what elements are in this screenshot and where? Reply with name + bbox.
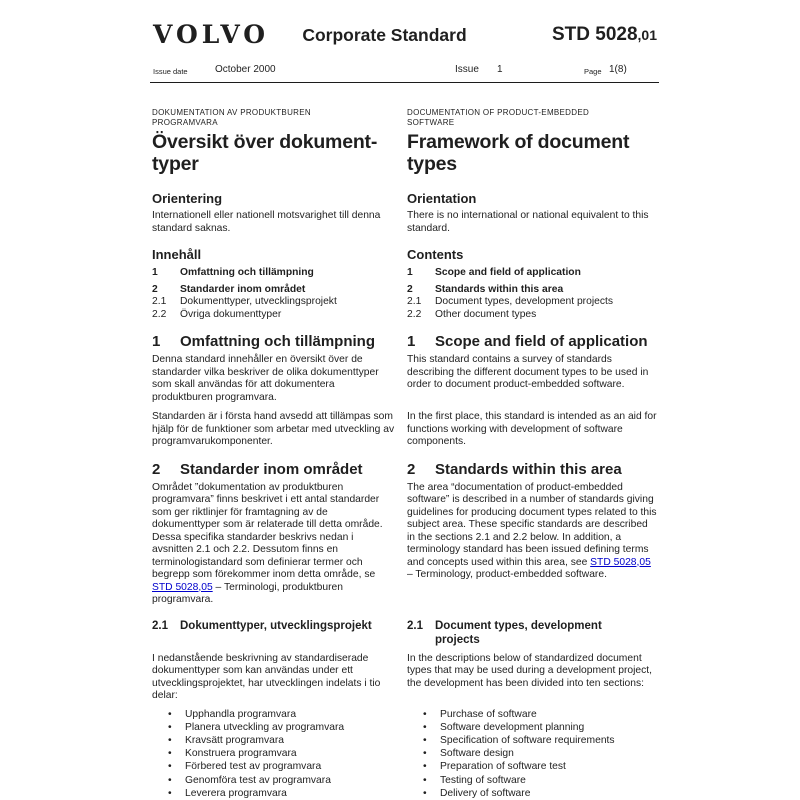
- bullet-icon: [152, 760, 185, 773]
- section-number: 2.1: [407, 619, 423, 632]
- document-columns: [152, 108, 657, 800]
- list-item-label: Preparation of software test: [440, 761, 566, 773]
- list-item: [152, 774, 395, 787]
- section-heading-label: Omfattning och tillämpning: [180, 333, 375, 350]
- kicker-english: [407, 108, 657, 127]
- document-title-swedish: [152, 131, 395, 175]
- list-item: [152, 787, 395, 800]
- list-item: [152, 734, 395, 747]
- title-line: Framework of document: [407, 131, 630, 153]
- section-heading-label: Standarder inom området: [180, 460, 363, 478]
- section2-heading-english: [407, 461, 657, 478]
- toc-item-number: 2.1: [152, 296, 167, 307]
- section2-paragraph-swedish: [152, 482, 395, 607]
- list-item-label: Specification of software requirements: [440, 734, 615, 746]
- section2-heading-swedish: [152, 461, 395, 478]
- document-type-title: Corporate Standard: [302, 25, 467, 45]
- standard-number-main: STD 5028: [551, 24, 638, 45]
- std-5028-05-link[interactable]: STD 5028,05: [152, 581, 213, 593]
- toc-item: [152, 284, 395, 297]
- list-item: [407, 760, 657, 773]
- section1-paragraph1-english: This standard contains a survey of standards describing the different document types to be used in order to document product-embedded software.: [407, 354, 649, 390]
- list-item: [152, 760, 395, 773]
- title-line: Översikt över dokument-: [152, 131, 378, 153]
- list-item-label: Kravsätt programvara: [185, 734, 285, 746]
- toc-item-number: 2.2: [407, 308, 422, 320]
- header-divider: [150, 82, 659, 83]
- list-item: [152, 721, 395, 734]
- section1-paragraph2-swedish: Standarden är i första hand avsedd att tillämpas som hjälp för de funktioner som arbetar med utveckling av programvarukomponenter.: [152, 411, 395, 447]
- issue-value: 1: [497, 64, 503, 75]
- section-heading-label: Scope and field of application: [435, 333, 648, 350]
- section-heading-label: Document types, development projects: [435, 619, 602, 646]
- bullet-icon: [152, 734, 185, 747]
- toc-item: [152, 296, 395, 309]
- development-steps-list-swedish: [152, 708, 395, 800]
- section-number: 1: [152, 333, 161, 350]
- kicker-line: DOKUMENTATION AV PRODUKTBUREN: [152, 108, 311, 117]
- list-item: [407, 747, 657, 760]
- contents-heading-swedish: Innehåll: [152, 247, 202, 262]
- section1-heading-english: [407, 333, 657, 350]
- toc-item-label: Other document types: [435, 308, 537, 320]
- issue-label: Issue: [455, 64, 479, 75]
- issue-date-value: October 2000: [215, 64, 276, 75]
- toc-item-label: Övriga dokumenttyper: [180, 308, 282, 320]
- list-item: [407, 708, 657, 721]
- section1-paragraph1-swedish: Denna standard innehåller en översikt över de standarder vilka beskriver de olika dokumenttyper som skall användas för att dokumentera produktburen programvara.: [152, 354, 379, 403]
- list-item-label: Upphandla programvara: [185, 708, 297, 720]
- list-item-label: Testing of software: [440, 774, 526, 786]
- toc-item-number: 1: [407, 267, 413, 278]
- kicker-swedish: [152, 108, 395, 127]
- list-item-label: Förbered test av programvara: [185, 761, 322, 773]
- paragraph-text: – Terminology, product-embedded software.: [407, 569, 607, 580]
- list-item-label: Purchase of software: [440, 708, 537, 720]
- list-item-label: Genomföra test av programvara: [185, 774, 331, 786]
- page-label: Page: [584, 67, 602, 76]
- section21-paragraph-english: In the descriptions below of standardized document types that may be used during a development project, the development has been divided into ten sections:: [407, 652, 652, 689]
- toc-item-number: 1: [152, 267, 158, 278]
- title-line: typer: [152, 153, 199, 175]
- bullet-icon: [407, 708, 440, 721]
- orientation-heading-swedish: Orientering: [152, 191, 223, 206]
- toc-swedish: [152, 267, 395, 321]
- list-item: [407, 774, 657, 787]
- toc-item-label: Standarder inom området: [180, 283, 306, 295]
- volvo-logo: VOLVO: [153, 20, 270, 49]
- section21-paragraph-swedish: I nedanstående beskrivning av standardiserade dokumenttyper som kan användas under ett utvecklingsprojektet, har utvecklingen indelats i tio delar:: [152, 652, 381, 701]
- orientation-paragraph-english: There is no international or national equivalent to this standard.: [407, 210, 649, 234]
- contents-heading-english: Contents: [407, 247, 464, 262]
- section-heading-label: Standards within this area: [435, 460, 622, 478]
- std-5028-05-link[interactable]: STD 5028,05: [590, 556, 651, 568]
- standard-number-suffix: ,01: [637, 27, 657, 43]
- toc-item-label: Document types, development projects: [435, 296, 613, 307]
- list-item-label: Software design: [440, 748, 514, 760]
- development-steps-list-english: [407, 708, 657, 800]
- bullet-icon: [152, 774, 185, 787]
- list-item: [407, 721, 657, 734]
- bullet-icon: [407, 787, 440, 800]
- toc-item: [152, 309, 395, 322]
- title-line: types: [407, 153, 457, 175]
- standard-number: [552, 24, 657, 46]
- bullet-icon: [152, 708, 185, 721]
- toc-item: [407, 296, 657, 309]
- list-item: [407, 787, 657, 800]
- toc-item-label: Omfattning och tillämpning: [180, 267, 314, 278]
- section1-heading-swedish: [152, 333, 395, 350]
- section-heading-label: Dokumenttyper, utvecklingsprojekt: [180, 619, 372, 632]
- page-header: [152, 20, 657, 84]
- orientation-heading-english: Orientation: [407, 191, 477, 206]
- section-number: 2: [407, 460, 416, 478]
- section21-heading-english: [407, 619, 657, 647]
- toc-item-number: 2.1: [407, 296, 422, 307]
- paragraph-text: – Terminologi, produktburen programvara.: [152, 581, 344, 605]
- section2-paragraph-english: [407, 482, 657, 607]
- issue-date-label: Issue date: [153, 67, 188, 76]
- toc-item-number: 2: [407, 283, 413, 295]
- kicker-line: SOFTWARE: [407, 117, 455, 127]
- list-item: [152, 747, 395, 760]
- toc-item-label: Scope and field of application: [435, 267, 581, 278]
- bullet-icon: [407, 774, 440, 787]
- paragraph-text: The area “documentation of product-embedded software” is described in a number of standards giving guidelines for producing document types related to this subject area. These specific standards are described in the sections 2.1 and 2.2 below. In addition, a terminology standard has been issued defining terms and concepts used within this area, see: [407, 481, 657, 568]
- list-item: [152, 708, 395, 721]
- toc-item-number: 2.2: [152, 308, 167, 320]
- bullet-icon: [152, 747, 185, 760]
- page-value: 1(8): [609, 64, 627, 75]
- paragraph-text: Området ”dokumentation av produktburen programvara” finns beskrivet i ett antal standarder som ger riktlinjer för framtagning av de dokumenttyper som är relaterade till detta område. Dessa specifika standarder beskrivs nedan i avsnitten 2.1 och 2.2. Dessutom finns en terminologistandard som definierar termer och begrepp som förekommer inom detta område, se: [152, 481, 383, 580]
- toc-item: [152, 267, 395, 280]
- section-number: 2: [152, 460, 161, 478]
- bullet-icon: [407, 760, 440, 773]
- toc-english: [407, 267, 657, 321]
- list-item-label: Planera utveckling av programvara: [185, 721, 345, 733]
- toc-item: [407, 267, 657, 280]
- kicker-line: PROGRAMVARA: [152, 117, 218, 127]
- bullet-icon: [152, 787, 185, 800]
- orientation-paragraph-swedish: Internationell eller nationell motsvarighet till denna standard saknas.: [152, 210, 381, 234]
- bullet-icon: [407, 747, 440, 760]
- list-item-label: Delivery of software: [440, 787, 531, 799]
- bullet-icon: [407, 721, 440, 734]
- bullet-icon: [407, 734, 440, 747]
- list-item-label: Leverera programvara: [185, 787, 287, 799]
- toc-item-label: Standards within this area: [435, 283, 564, 295]
- section1-paragraph2-english: In the first place, this standard is intended as an aid for functions working with development of software components.: [407, 411, 657, 447]
- document-title-english: [407, 131, 657, 175]
- page-content: [152, 20, 657, 800]
- section-number: 2.1: [152, 619, 168, 632]
- section-number: 1: [407, 333, 416, 350]
- list-item: [407, 734, 657, 747]
- toc-item: [407, 284, 657, 297]
- bullet-icon: [152, 721, 185, 734]
- header-meta-row: [152, 64, 657, 78]
- kicker-line: DOCUMENTATION OF PRODUCT-EMBEDDED: [407, 108, 590, 117]
- toc-item-number: 2: [152, 283, 158, 295]
- list-item-label: Software development planning: [440, 721, 585, 733]
- list-item-label: Konstruera programvara: [185, 748, 297, 760]
- toc-item-label: Dokumenttyper, utvecklingsprojekt: [180, 296, 337, 307]
- section21-heading-swedish: [152, 619, 395, 647]
- toc-item: [407, 309, 657, 322]
